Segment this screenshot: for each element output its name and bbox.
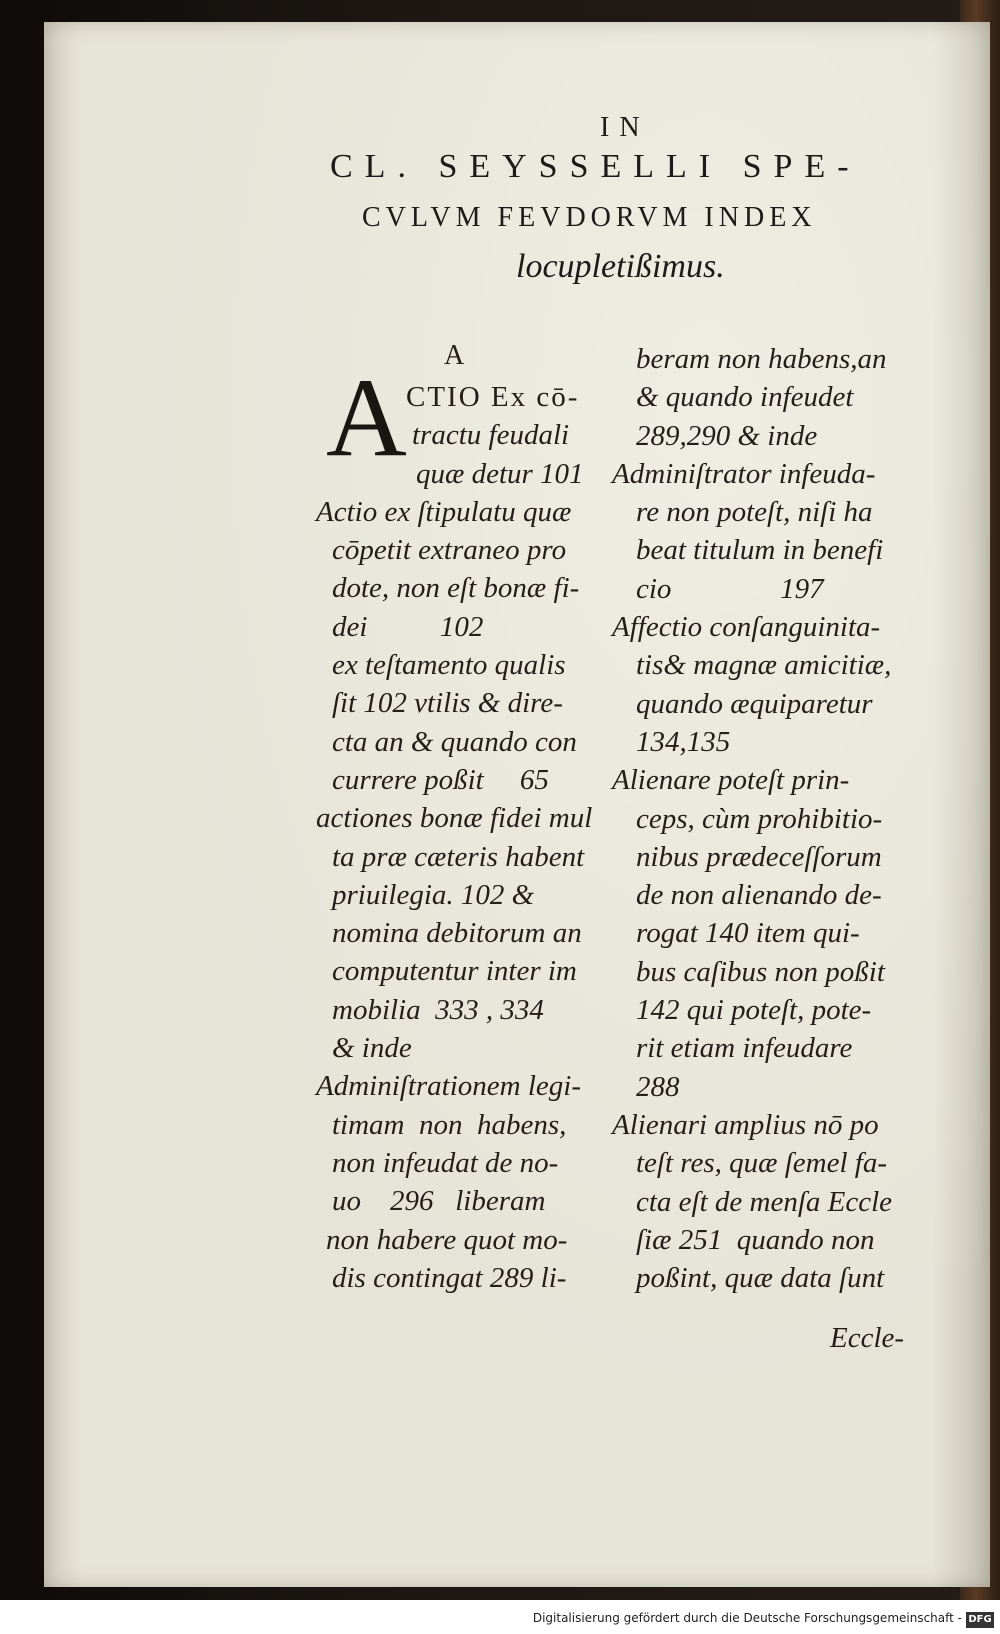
left-column: [316, 378, 608, 1297]
title-line-4: locupletißimus.: [516, 248, 725, 285]
index-line: & inde: [332, 1032, 412, 1065]
index-line: currere poßit 65: [332, 763, 549, 796]
footer-bar: [0, 1600, 1000, 1634]
right-column: [612, 340, 936, 1297]
index-line: de non alienando de-: [636, 879, 882, 912]
index-line: beat titulum in benefi: [636, 534, 884, 567]
index-line: Adminiſtrationem legi-: [316, 1070, 581, 1103]
index-line: cta an & quando con: [332, 725, 577, 758]
index-line: cōpetit extraneo pro: [332, 534, 567, 567]
section-letter: A: [444, 340, 465, 371]
index-line: dote, non eſt bonæ fi-: [332, 572, 580, 605]
index-line: quæ detur 101: [416, 457, 584, 490]
index-line: cta eſt de menſa Eccle: [636, 1185, 893, 1218]
index-line: 288: [636, 1070, 680, 1103]
index-line: teſt res, quæ ſemel fa-: [636, 1147, 888, 1180]
index-line: ex teſtamento qualis: [332, 649, 566, 682]
index-line: priuilegia. 102 &: [332, 878, 535, 911]
index-line: rogat 140 item qui-: [636, 917, 860, 950]
index-line: poßint, quæ data ſunt: [636, 1262, 885, 1295]
index-line: 289,290 & inde: [636, 419, 818, 452]
index-line: dei 102: [332, 610, 484, 643]
index-line: re non poteſt, niſi ha: [636, 496, 873, 529]
index-line: cio 197: [636, 572, 824, 605]
index-line: non infeudat de no-: [332, 1146, 559, 1179]
index-line: dis contingat 289 li-: [332, 1261, 567, 1294]
index-line: bus caſibus non poßit: [636, 955, 885, 988]
index-line: non habere quot mo-: [326, 1223, 568, 1256]
index-line: quando æquiparetur: [636, 687, 873, 720]
catchword: Eccle-: [830, 1322, 905, 1354]
index-line: 134,135: [636, 725, 731, 758]
index-line: actiones bonæ fidei mul: [316, 802, 593, 835]
index-line: beram non habens,an: [636, 343, 887, 375]
index-line: Actio ex ſtipulatu quæ: [316, 495, 572, 528]
index-line: tractu feudali: [412, 419, 570, 452]
index-line: Alienari amplius nō po: [612, 1108, 879, 1141]
index-line: Affectio conſanguinita-: [612, 611, 881, 644]
index-line: tis& magnæ amicitiæ,: [636, 649, 892, 682]
drop-cap: A: [326, 356, 407, 480]
index-line: uo 296 liberam: [332, 1185, 546, 1218]
index-line: mobilia 333 , 334: [332, 993, 544, 1026]
footer-credit: Digitalisierung gefördert durch die Deutsche Forschungsgemeinschaft -: [532, 1611, 962, 1625]
index-line: Alienare poteſt prin-: [612, 764, 850, 797]
title-line-3: CVLVM FEVDORVM INDEX: [362, 202, 817, 233]
index-line: ſit 102 vtilis & dire-: [332, 687, 563, 720]
index-line: CTIO Ex cō-: [406, 381, 580, 413]
index-line: & quando infeudet: [636, 381, 854, 414]
title-line-1: IN: [600, 112, 650, 143]
title-line-2: CL. SEYSSELLI SPE-: [330, 148, 861, 185]
index-line: ceps, cùm prohibitio-: [636, 802, 883, 835]
index-line: timam non habens,: [332, 1108, 567, 1141]
index-line: nibus prædeceſſorum: [636, 840, 882, 873]
index-line: rit etiam infeudare: [636, 1032, 853, 1065]
index-line: nomina debitorum an: [332, 917, 582, 950]
index-line: Adminiſtrator infeuda-: [612, 457, 876, 490]
index-line: 142 qui poteſt, pote-: [636, 994, 872, 1027]
index-line: computentur inter im: [332, 955, 577, 988]
index-line: ſiæ 251 quando non: [636, 1223, 875, 1256]
dfg-logo: DFG: [966, 1612, 994, 1628]
index-line: ta præ cæteris habent: [332, 840, 585, 873]
